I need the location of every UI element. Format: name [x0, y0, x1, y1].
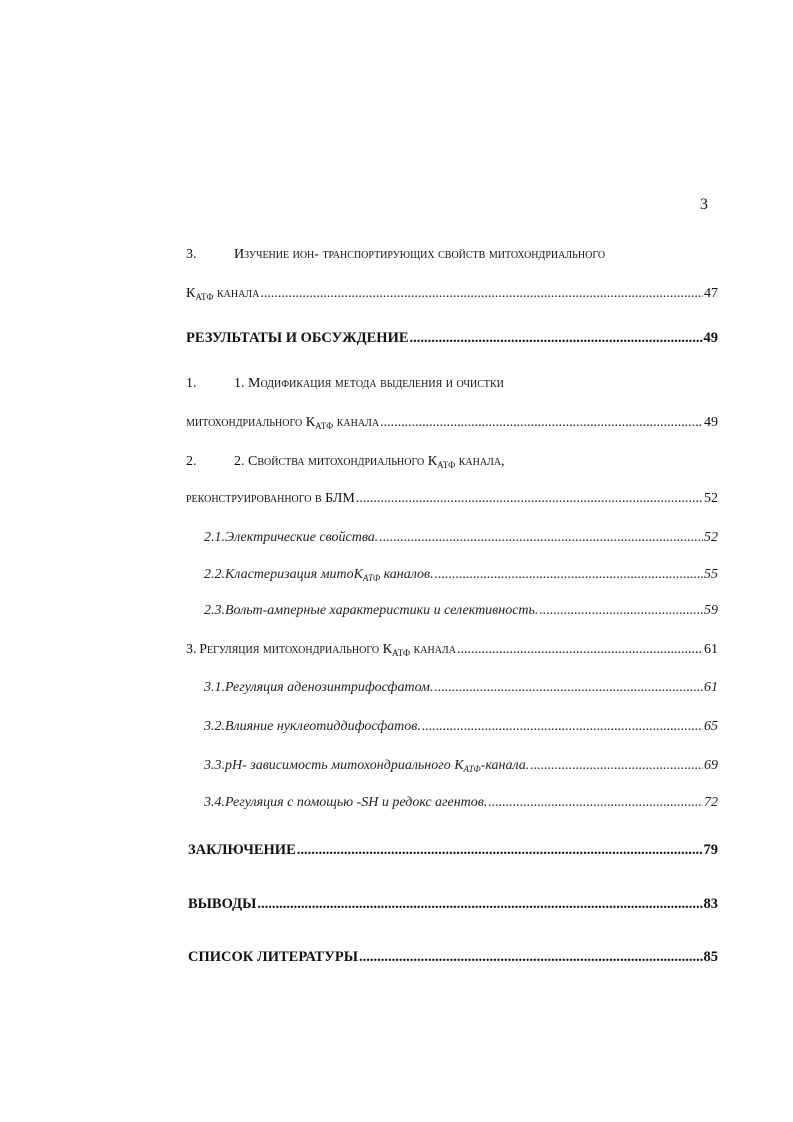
- toc-entry-number: 3.1.: [204, 680, 225, 695]
- toc-page-number: 59: [704, 603, 718, 618]
- atf-subscript: АТФ: [463, 764, 481, 774]
- channel-word: канала: [333, 415, 380, 430]
- dot-leader: [356, 488, 703, 510]
- toc-page-number: 69: [704, 758, 718, 773]
- toc-page-number: 65: [704, 719, 718, 734]
- atf-subscript: АТФ: [437, 460, 456, 470]
- toc-entry-number: 3.4.: [204, 795, 225, 810]
- toc-entry-3-1[interactable]: [204, 677, 718, 699]
- toc-entry-2-1[interactable]: [204, 527, 718, 549]
- toc-entry-title: СПИСОК ЛИТЕРАТУРЫ: [188, 949, 358, 965]
- toc-entry-title: [225, 564, 434, 586]
- toc-page-number: 49: [704, 415, 718, 430]
- dot-leader: [257, 893, 702, 915]
- dot-leader: [530, 755, 703, 777]
- toc-entry-number: 2.2.: [204, 567, 225, 582]
- toc-entry-number: 2.3.: [204, 603, 225, 618]
- toc-entry-results-2-line2[interactable]: [186, 488, 718, 510]
- toc-entry-title: ВЫВОДЫ: [188, 896, 257, 912]
- toc-entry-title: 1. Модификация метода выделения и очистки: [234, 376, 504, 391]
- dot-leader: [359, 946, 703, 968]
- toc-entry-title: [225, 755, 529, 777]
- toc-entry-title: ЗАКЛЮЧЕНИЕ: [188, 842, 296, 858]
- toc-entry-3-2[interactable]: [204, 716, 718, 738]
- toc-page-number: 55: [704, 567, 718, 582]
- toc-entry-number: 3.3.: [204, 758, 225, 773]
- toc-entry-methods-3-line1: [186, 244, 605, 266]
- toc-text: -канала.: [480, 758, 530, 773]
- dot-leader: [539, 600, 703, 622]
- toc-entry-results-1-line1: [186, 373, 504, 395]
- toc-entry-title: [199, 639, 456, 661]
- toc-text: митохондриального: [186, 415, 306, 430]
- toc-entry-number: 3.: [186, 642, 197, 657]
- toc-text: Кластеризация мито: [225, 567, 354, 582]
- toc-entry-title-cont: [186, 412, 379, 434]
- toc-text: 2. Свойства митохондриального: [234, 454, 428, 469]
- toc-entry-3-3[interactable]: [204, 755, 718, 777]
- channel-word: канала: [213, 286, 260, 301]
- dot-leader: [260, 283, 703, 305]
- toc-entry-number: 3.: [186, 247, 197, 262]
- toc-entry-results-3[interactable]: [186, 639, 718, 661]
- dot-leader: [380, 412, 703, 434]
- toc-entry-3-4[interactable]: [204, 792, 718, 814]
- toc-entry-number: 2.1.: [204, 530, 225, 545]
- toc-text: каналов.: [380, 567, 434, 582]
- toc-page-number: 83: [703, 896, 718, 912]
- k-symbol: К: [186, 286, 196, 301]
- toc-entry-results-1-line2[interactable]: [186, 412, 718, 434]
- k-symbol: К: [427, 454, 438, 469]
- toc-page-number: 52: [704, 530, 718, 545]
- dot-leader: [297, 839, 703, 861]
- toc-entry-conclusion[interactable]: [188, 839, 718, 861]
- atf-subscript: АТФ: [391, 648, 411, 658]
- toc-entry-title: РЕЗУЛЬТАТЫ И ОБСУЖДЕНИЕ: [186, 330, 409, 346]
- toc-entry-title: Влияние нуклеотиддифосфатов.: [225, 719, 421, 734]
- atf-subscript: АТФ: [362, 573, 381, 583]
- toc-entry-results-2-line1: [186, 451, 505, 473]
- toc-page-number: 47: [704, 286, 718, 301]
- toc-page-number: 85: [703, 949, 718, 965]
- toc-entry-2-3[interactable]: [204, 600, 718, 622]
- toc-entry-title: [234, 451, 505, 473]
- toc-page-number: 52: [704, 491, 718, 506]
- toc-entry-title: Регуляция с помощью -SH и редокс агентов.: [225, 795, 488, 810]
- toc-page-number: 72: [704, 795, 718, 810]
- k-symbol: К: [353, 567, 363, 582]
- toc-entry-number: 3.2.: [204, 719, 225, 734]
- toc-page-number: 79: [703, 842, 718, 858]
- toc-page-number: 61: [704, 642, 718, 657]
- atf-subscript: АТФ: [195, 292, 214, 302]
- dot-leader: [410, 327, 703, 349]
- toc-entry-number: 2.: [186, 454, 197, 469]
- toc-entry-title: Изучение ион- транспортирующих свойств митохондриального: [234, 247, 606, 262]
- dot-leader: [435, 677, 704, 699]
- dot-leader: [435, 564, 703, 586]
- k-symbol: К: [305, 415, 316, 430]
- channel-word: канала,: [455, 454, 505, 469]
- toc-entry-title: Вольт-амперные характеристики и селективность.: [225, 603, 539, 618]
- toc-entry-title: Электрические свойства.: [225, 530, 379, 545]
- toc-text: pH- зависимость митохондриального: [225, 758, 455, 773]
- toc-entry-references[interactable]: [188, 946, 718, 968]
- toc-entry-title: Регуляция аденозинтрифосфатом.: [225, 680, 434, 695]
- k-symbol: К: [454, 758, 464, 773]
- dot-leader: [422, 716, 703, 738]
- atf-subscript: АТФ: [315, 421, 334, 431]
- toc-entry-methods-3-line2[interactable]: [186, 283, 718, 305]
- toc-entry-number: 1.: [186, 376, 197, 391]
- channel-word: канала: [410, 642, 456, 657]
- toc-entry-title-cont: [186, 283, 259, 305]
- toc-page-number: 61: [704, 680, 718, 695]
- dot-leader: [488, 792, 703, 814]
- toc-entry-2-2[interactable]: [204, 564, 718, 586]
- dot-leader: [457, 639, 703, 661]
- toc-page-number: 49: [703, 330, 718, 346]
- toc-text: Регуляция митохондриального: [199, 642, 383, 657]
- toc-entry-title-cont: реконструированного в БЛМ: [186, 491, 355, 506]
- page-number: 3: [700, 196, 708, 213]
- toc-entry-findings[interactable]: [188, 893, 718, 915]
- toc-entry-results[interactable]: [186, 327, 718, 349]
- k-symbol: К: [382, 642, 392, 657]
- dot-leader: [379, 527, 703, 549]
